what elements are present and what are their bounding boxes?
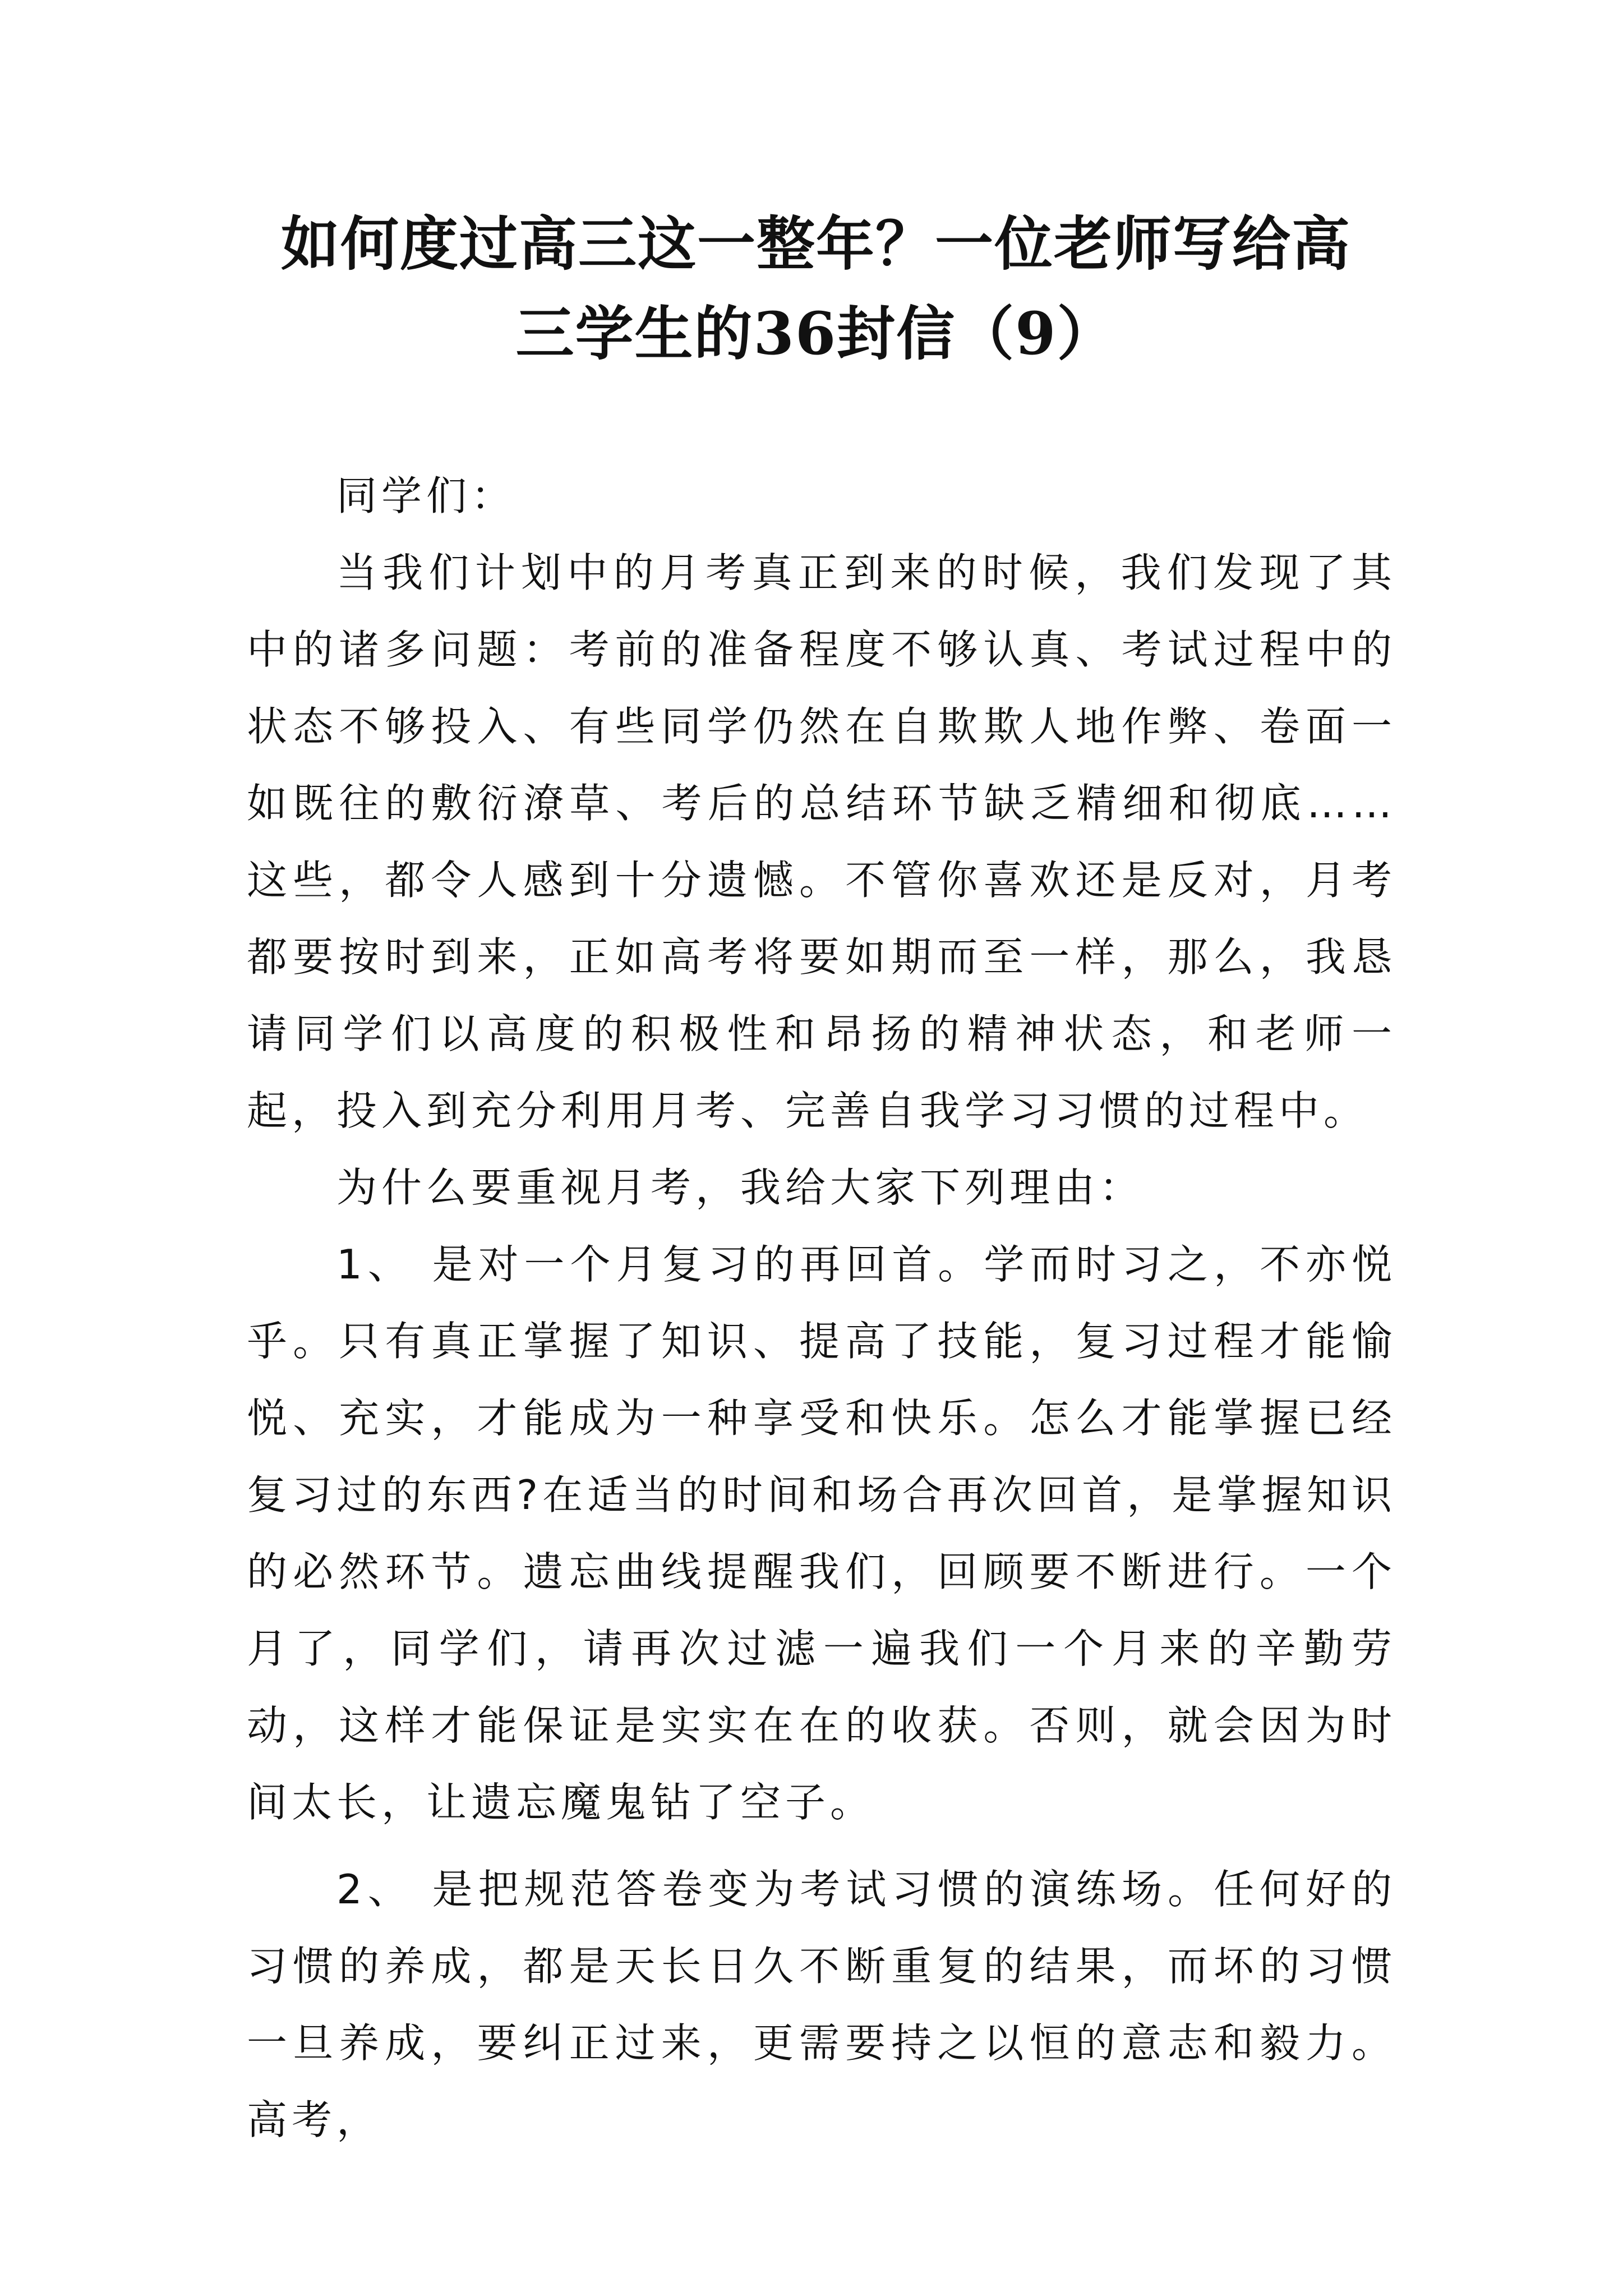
document-title [247, 199, 1385, 379]
salutation: 同学们： [336, 472, 517, 519]
body-paragraph: 为什么要重视月考，我给大家下列理由： [336, 1164, 1145, 1211]
document-body [247, 458, 1396, 2159]
body-paragraph: 2、 是把规范答卷变为考试习惯的演练场。任何好的习惯的养成，都是天长日久不断重复的结果，而坏的习惯一旦养成，要纠正过来，更需要持之以恒的意志和毅力。高考， [247, 1866, 1396, 2143]
title-line-1: 如何度过高三这一整年？一位老师写给高 [280, 209, 1351, 278]
title-line-2: 三学生的36封信（9） [515, 299, 1117, 368]
body-paragraph: 1、 是对一个月复习的再回首。学而时习之，不亦悦乎。只有真正掌握了知识、提高了技能，复习过程才能愉悦、充实，才能成为一种享受和快乐。怎么才能掌握已经复习过的东西?在适当的时间和场合再次回首，是掌握知识的必然环节。遗忘曲线提醒我们，回顾要不断进行。一个月了，同学们，请再次过滤一遍我们一个月来的辛勤劳动，这样才能保证是实实在在的收获。否则，就会因为时间太长，让遗忘魔鬼钻了空子。 [247, 1241, 1396, 1826]
body-paragraph: 当我们计划中的月考真正到来的时候，我们发现了其中的诸多问题：考前的准备程度不够认真、考试过程中的状态不够投入、有些同学仍然在自欺欺人地作弊、卷面一如既往的敷衍潦草、考后的总结环节缺乏精细和彻底……这些，都令人感到十分遗憾。不管你喜欢还是反对，月考都要按时到来，正如高考将要如期而至一样，那么，我恳请同学们以高度的积极性和昂扬的精神状态，和老师一起，投入到充分利用月考、完善自我学习习惯的过程中。 [247, 549, 1396, 1134]
